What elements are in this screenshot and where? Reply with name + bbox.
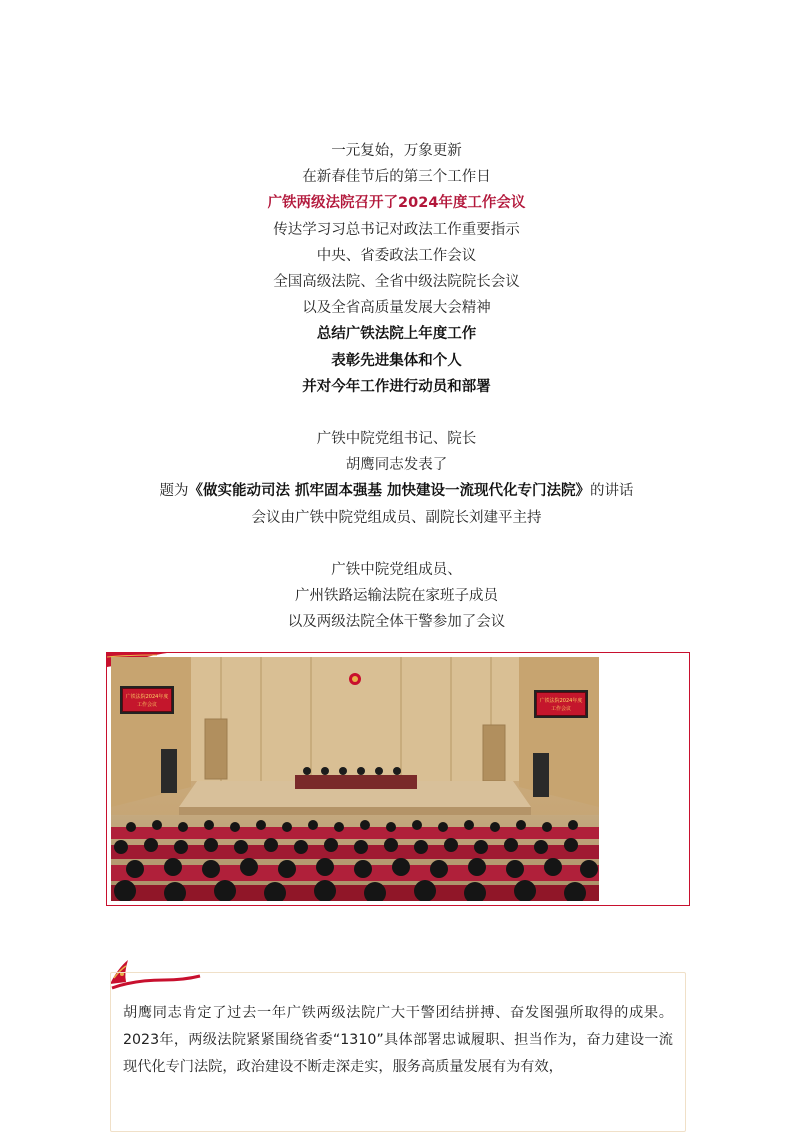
speech-title: 《做实能动司法 抓牢固本强基 加快建设一流现代化专门法院》 <box>188 483 591 500</box>
intro-text <box>0 138 793 635</box>
intro-line: 中央、省委政法工作会议 <box>316 247 477 264</box>
intro-line: 一元复始，万象更新 <box>331 143 462 159</box>
intro-line: 以及全省高质量发展大会精神 <box>302 300 491 317</box>
intro-line: 会议由广铁中院党组成员、副院长刘建平主持 <box>251 509 542 526</box>
intro-line: 广州铁路运输法院在家班子成员 <box>295 588 498 605</box>
intro-line: 传达学习习总书记对政法工作重要指示 <box>273 221 520 238</box>
intro-bold-line: 总结广铁法院上年度工作 <box>316 326 477 343</box>
speech-prefix: 题为 <box>159 483 189 500</box>
intro-line: 以及两级法院全体干警参加了会议 <box>287 614 506 631</box>
intro-line: 广铁中院党组书记、院长 <box>316 431 477 448</box>
content-card <box>110 972 686 1132</box>
speech-suffix: 的讲话 <box>590 483 634 500</box>
intro-bold-line: 并对今年工作进行动员和部署 <box>302 378 491 395</box>
meeting-photo <box>111 657 599 901</box>
intro-line: 全国高级法院、全省中级法院院长会议 <box>273 274 520 291</box>
intro-line: 在新春佳节后的第三个工作日 <box>302 169 491 186</box>
speech-title-line <box>0 478 793 504</box>
body-paragraph: 胡鹰同志肯定了过去一年广铁两级法院广大干警团结拼搏、奋发图强所取得的成果。2023年，两级法院紧紧围绕省委“1310”具体部署忠诚履职、担当作为，奋力建设一流现代化专门法院，政治建设不断走深走实，服务高质量发展有为有效， <box>123 1005 673 1075</box>
photo-frame <box>106 652 690 906</box>
left-screen-text-2: 工作会议 <box>136 702 158 708</box>
intro-bold-line: 表彰先进集体和个人 <box>331 352 462 369</box>
right-screen-text-2: 工作会议 <box>550 706 572 712</box>
headline: 广铁两级法院召开了2024年度工作会议 <box>267 195 526 212</box>
intro-line: 广铁中院党组成员、 <box>331 561 462 578</box>
right-screen-text-1: 广铁法院2024年度 <box>539 698 583 704</box>
intro-line: 胡鹰同志发表了 <box>345 457 448 474</box>
left-screen-text-1: 广铁法院2024年度 <box>125 694 169 700</box>
